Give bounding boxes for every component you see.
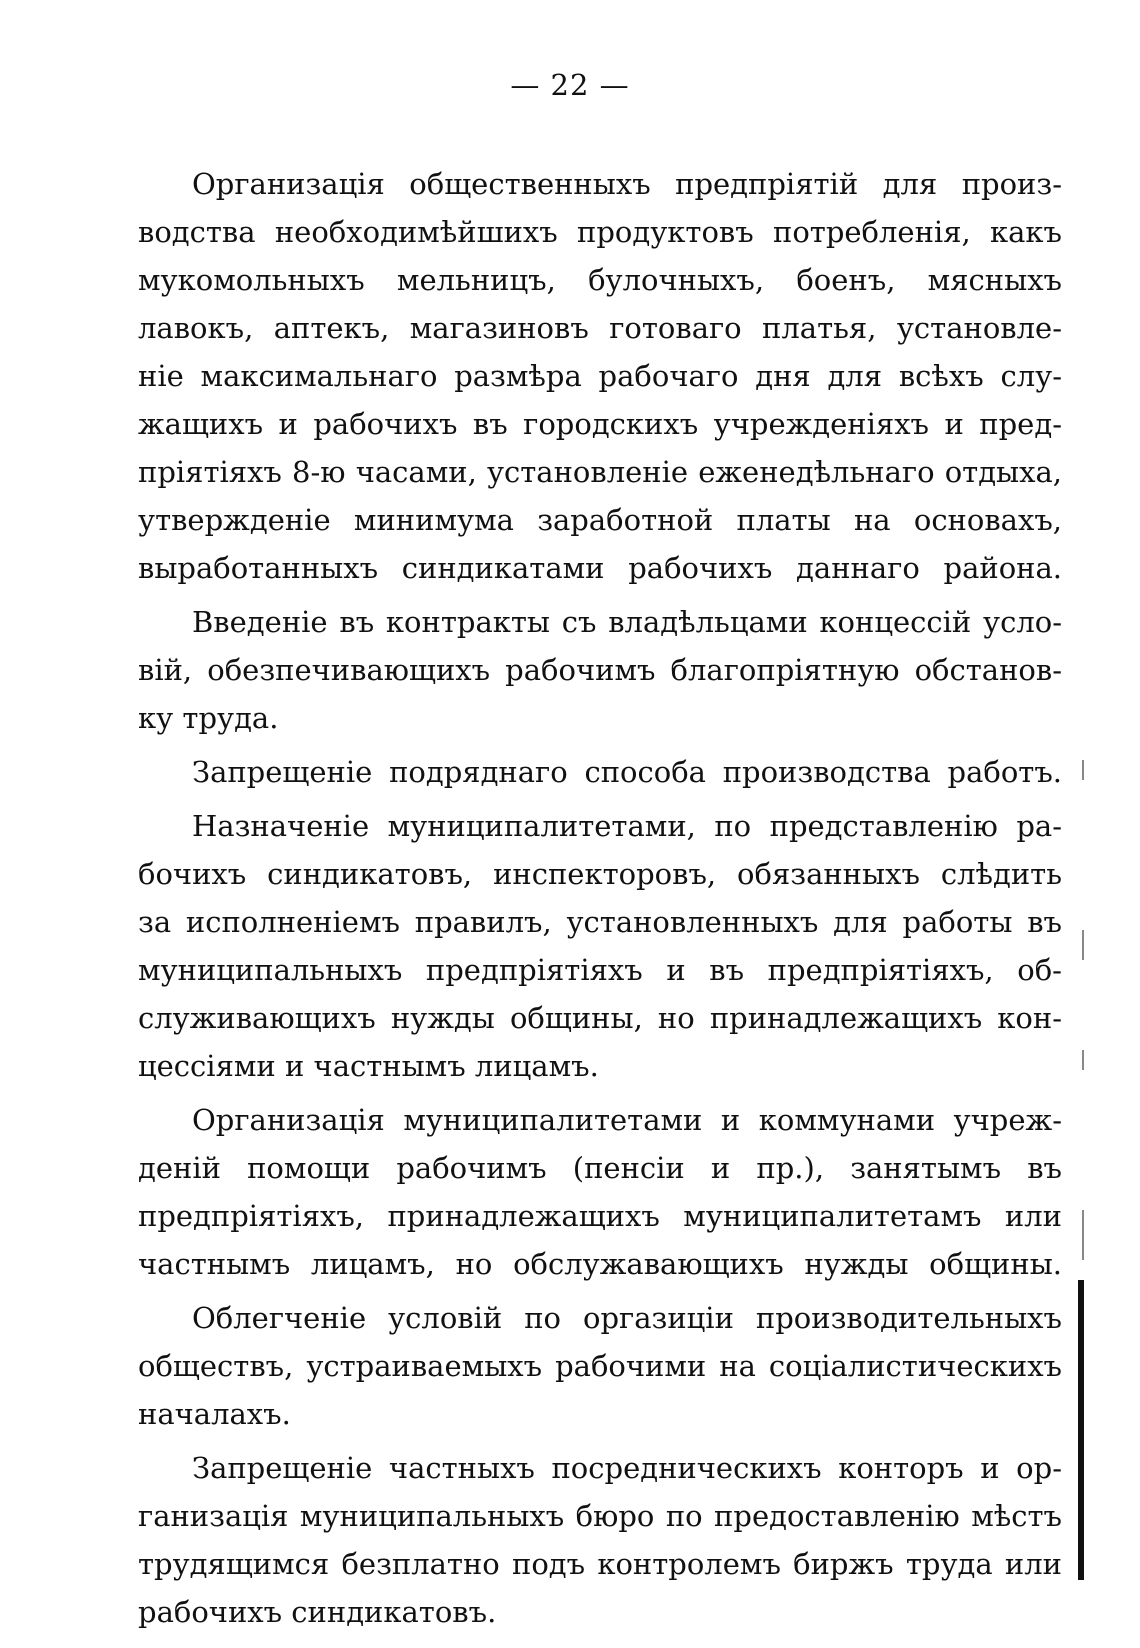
text-line: вій, обезпечивающихъ рабочимъ благопріятную обстанов- — [138, 653, 1062, 687]
text-line: ганизація муниципальныхъ бюро по предоставленію мѣстъ — [138, 1499, 1062, 1533]
paragraph — [138, 1294, 1062, 1438]
scan-edge-artifact — [1082, 1050, 1084, 1070]
text-line: деній помощи рабочимъ (пенсіи и пр.), занятымъ въ — [138, 1151, 1062, 1185]
paragraph — [138, 802, 1062, 1090]
scan-edge-artifact — [1082, 760, 1084, 780]
paragraph — [138, 1096, 1062, 1288]
paragraph — [138, 598, 1062, 742]
paragraph — [138, 1444, 1062, 1636]
text-line: за исполненіемъ правилъ, установленныхъ для работы въ — [138, 905, 1062, 939]
text-line: предпріятіяхъ, принадлежащихъ муниципалитетамъ или — [138, 1199, 1062, 1233]
paragraph — [138, 748, 1062, 796]
text-line: мукомольныхъ мельницъ, булочныхъ, боенъ, мясныхъ — [138, 263, 1062, 297]
scan-edge-artifact — [1082, 1210, 1084, 1260]
text-line: служивающихъ нужды общины, но принадлежащихъ кон- — [138, 1001, 1062, 1035]
text-line: муниципальныхъ предпріятіяхъ и въ предпріятіяхъ, об- — [138, 953, 1062, 987]
body-text — [138, 160, 1062, 1636]
scan-edge-artifact — [1082, 930, 1084, 960]
text-line: цессіями и частнымъ лицамъ. — [138, 1049, 599, 1083]
text-line: бочихъ синдикатовъ, инспекторовъ, обязанныхъ слѣдить — [138, 857, 1062, 891]
text-line: Организація общественныхъ предпріятій для произ- — [192, 167, 1062, 201]
text-line: обществъ, устраиваемыхъ рабочими на соціалистическихъ — [138, 1349, 1062, 1383]
text-line: водства необходимѣйшихъ продуктовъ потребленія, какъ — [138, 215, 1062, 249]
paragraph — [138, 160, 1062, 592]
text-line: Введеніе въ контракты съ владѣльцами концессій усло- — [192, 605, 1062, 639]
text-line: трудящимся безплатно подъ контролемъ биржъ труда или — [138, 1547, 1062, 1581]
text-line: выработанныхъ синдикатами рабочихъ даннаго района. — [138, 551, 1062, 585]
text-line: началахъ. — [138, 1397, 291, 1431]
text-line: рабочихъ синдикатовъ. — [138, 1595, 497, 1629]
text-line: Назначеніе муниципалитетами, по представленію ра- — [192, 809, 1062, 843]
text-line: частнымъ лицамъ, но обслужавающихъ нужды общины. — [138, 1247, 1062, 1281]
text-line: Облегченіе условій по оргазиціи производительныхъ — [192, 1301, 1062, 1335]
text-line: лавокъ, аптекъ, магазиновъ готоваго платья, установле- — [138, 311, 1062, 345]
page-number: — 22 — — [510, 68, 630, 102]
text-line: утвержденіе минимума заработной платы на основахъ, — [138, 503, 1062, 537]
text-line: жащихъ и рабочихъ въ городскихъ учрежденіяхъ и пред- — [138, 407, 1062, 441]
text-line: ніе максимальнаго размѣра рабочаго дня для всѣхъ слу- — [138, 359, 1062, 393]
text-line: Организація муниципалитетами и коммунами учреж- — [192, 1103, 1062, 1137]
text-line: ку труда. — [138, 701, 279, 735]
text-line: Запрещеніе подряднаго способа производства работъ. — [192, 755, 1062, 789]
scan-edge-artifact — [1078, 1280, 1084, 1580]
text-line: Запрещеніе частныхъ посредническихъ конторъ и ор- — [192, 1451, 1062, 1485]
text-line: пріятіяхъ 8-ю часами, установленіе еженедѣльнаго отдыха, — [138, 455, 1062, 489]
